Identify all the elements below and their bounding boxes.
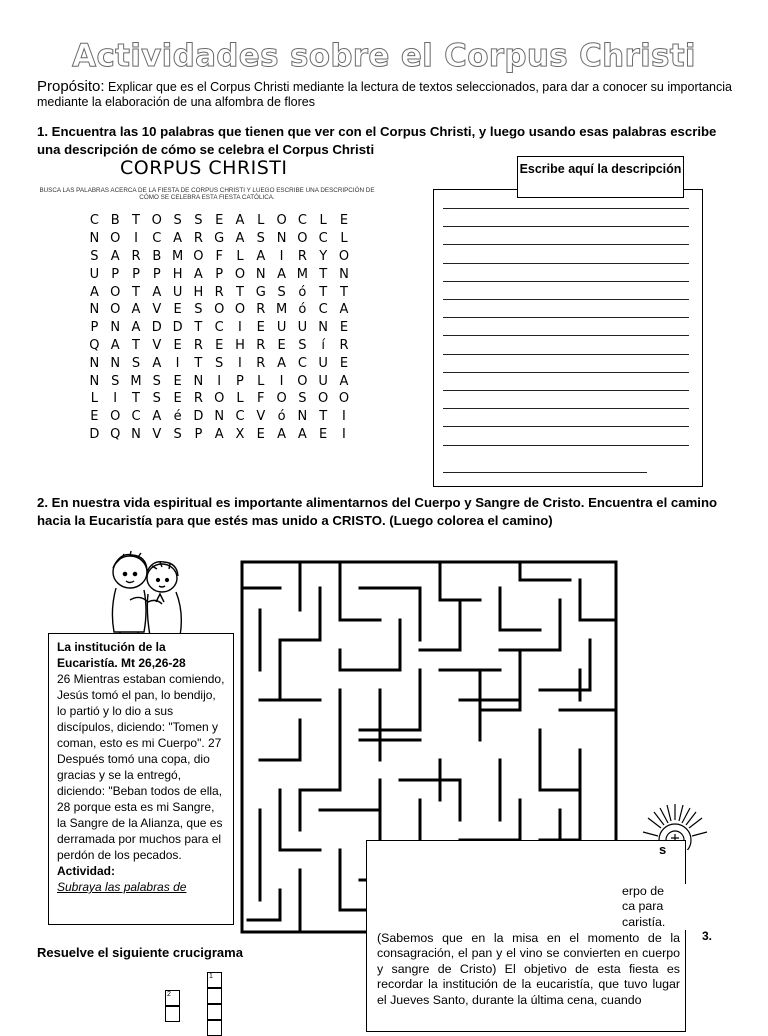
wordsearch-letter[interactable]: E bbox=[339, 213, 349, 229]
info-box-fragment bbox=[622, 884, 686, 930]
wordsearch-letter[interactable]: R bbox=[214, 284, 224, 300]
wordsearch-letter[interactable]: I bbox=[342, 409, 346, 425]
wordsearch-letter[interactable]: T bbox=[319, 409, 328, 425]
wordsearch-letter[interactable]: M bbox=[130, 373, 142, 389]
wordsearch-letter[interactable]: L bbox=[90, 391, 99, 407]
wordsearch-letter[interactable]: O bbox=[276, 391, 287, 407]
wordsearch-row bbox=[84, 372, 354, 390]
wordsearch-letter[interactable]: O bbox=[297, 373, 308, 389]
writing-line[interactable] bbox=[443, 263, 689, 264]
wordsearch-letter[interactable]: I bbox=[175, 355, 180, 371]
wordsearch-letter[interactable]: O bbox=[297, 231, 308, 247]
wordsearch-letter[interactable]: S bbox=[277, 284, 286, 300]
info-box-heading-fragment: s bbox=[659, 842, 667, 857]
wordsearch-letter[interactable]: U bbox=[318, 373, 328, 389]
wordsearch-letter[interactable]: O bbox=[234, 302, 246, 318]
wordsearch-letter[interactable]: D bbox=[172, 320, 183, 336]
wordsearch-letter[interactable]: O bbox=[110, 302, 121, 318]
wordsearch-letter[interactable]: N bbox=[89, 302, 100, 318]
writing-line[interactable] bbox=[443, 226, 689, 227]
wordsearch-letter[interactable]: P bbox=[132, 266, 140, 282]
wordsearch-letter[interactable]: D bbox=[89, 426, 100, 442]
info-box bbox=[366, 840, 686, 1032]
wordsearch-letter[interactable]: I bbox=[238, 355, 242, 371]
wordsearch-letter[interactable]: T bbox=[132, 337, 140, 353]
crossword-heading: Resuelve el siguiente crucigrama bbox=[37, 945, 243, 960]
wordsearch-letter[interactable]: A bbox=[277, 266, 287, 282]
wordsearch-letter[interactable]: V bbox=[152, 302, 162, 318]
wordsearch-letter[interactable]: V bbox=[256, 409, 266, 425]
wordsearch-letter[interactable]: T bbox=[194, 320, 203, 336]
wordsearch-letter[interactable]: N bbox=[110, 355, 121, 371]
wordsearch-letter[interactable]: E bbox=[90, 409, 99, 425]
wordsearch-letter[interactable]: A bbox=[152, 284, 162, 300]
wordsearch-letter[interactable]: S bbox=[298, 391, 307, 407]
wordsearch-row bbox=[84, 301, 354, 319]
wordsearch-letter[interactable]: O bbox=[151, 213, 162, 229]
wordsearch-row bbox=[84, 283, 354, 301]
wordsearch-letter[interactable]: B bbox=[110, 213, 120, 229]
crossword-cell[interactable] bbox=[207, 972, 222, 988]
wordsearch-letter[interactable]: R bbox=[256, 337, 266, 353]
activity-label: Actividad: bbox=[57, 864, 116, 878]
wordsearch-letter[interactable]: A bbox=[214, 426, 224, 442]
wordsearch-letter[interactable]: A bbox=[152, 409, 162, 425]
question-3: 3. bbox=[702, 929, 713, 943]
wordsearch-row bbox=[84, 426, 354, 444]
crossword-number: 1 bbox=[209, 973, 213, 980]
wordsearch-letter[interactable]: ó bbox=[298, 302, 307, 318]
writing-line[interactable] bbox=[443, 390, 689, 391]
wordsearch-letter[interactable]: A bbox=[152, 355, 162, 371]
wordsearch-letter[interactable]: I bbox=[134, 231, 138, 247]
crossword-cell[interactable] bbox=[165, 990, 180, 1006]
wordsearch-letter[interactable]: S bbox=[111, 373, 120, 389]
wordsearch-letter[interactable]: N bbox=[214, 409, 225, 425]
wordsearch-letter[interactable]: B bbox=[152, 248, 162, 264]
wordsearch-letter[interactable]: T bbox=[339, 284, 348, 300]
wordsearch-letter[interactable]: L bbox=[257, 213, 265, 229]
wordsearch-letter[interactable]: S bbox=[215, 355, 224, 371]
wordsearch-row bbox=[84, 212, 354, 230]
wordsearch-letter[interactable]: O bbox=[110, 284, 121, 300]
wordsearch-letter[interactable]: I bbox=[217, 373, 222, 389]
wordsearch-row bbox=[84, 265, 354, 283]
wordsearch-letter[interactable]: N bbox=[131, 426, 141, 442]
wordsearch-letter[interactable]: T bbox=[319, 266, 328, 282]
description-box bbox=[433, 189, 703, 487]
wordsearch-letter[interactable]: S bbox=[173, 213, 182, 229]
wordsearch-letter[interactable]: C bbox=[131, 409, 141, 425]
wordsearch-row bbox=[84, 337, 354, 355]
wordsearch-letter[interactable]: í bbox=[321, 337, 325, 353]
wordsearch-letter[interactable]: Y bbox=[319, 248, 328, 264]
wordsearch-letter[interactable]: Q bbox=[89, 337, 100, 353]
question-2: 2. En nuestra vida espiritual es importante alimentarnos del Cuerpo y Sangre de Cristo. Encuentra el camino hacia la Eucaristía para que estés mas unido a CRISTO. (Luego colorea el camino) bbox=[37, 495, 718, 528]
wordsearch-letter[interactable]: C bbox=[152, 231, 162, 247]
wordsearch-letter[interactable]: A bbox=[297, 426, 307, 442]
wordsearch-letter[interactable]: A bbox=[339, 302, 349, 318]
wordsearch-letter[interactable]: V bbox=[152, 426, 162, 442]
wordsearch-letter[interactable]: N bbox=[89, 355, 100, 371]
wordsearch-letter[interactable]: R bbox=[339, 337, 349, 353]
wordsearch-letter[interactable]: S bbox=[194, 213, 203, 229]
wordsearch-letter[interactable]: G bbox=[214, 231, 225, 247]
wordsearch-letter[interactable]: S bbox=[194, 302, 203, 318]
wordsearch-row bbox=[84, 248, 354, 266]
wordsearch-letter[interactable]: C bbox=[89, 213, 99, 229]
wordsearch-letter[interactable]: L bbox=[257, 373, 265, 389]
wordsearch-letter[interactable]: H bbox=[193, 284, 204, 300]
purpose bbox=[37, 79, 737, 110]
wordsearch-letter[interactable]: A bbox=[256, 248, 266, 264]
wordsearch-letter[interactable]: T bbox=[132, 284, 140, 300]
wordsearch-letter[interactable]: E bbox=[256, 426, 265, 442]
wordsearch-letter[interactable]: L bbox=[236, 248, 244, 264]
wordsearch-letter[interactable]: P bbox=[152, 266, 161, 282]
wordsearch-letter[interactable]: S bbox=[131, 355, 141, 371]
wordsearch-letter[interactable]: E bbox=[173, 302, 182, 318]
wordsearch-letter[interactable]: C bbox=[235, 409, 245, 425]
crossword-number: 2 bbox=[167, 991, 171, 998]
wordsearch-letter[interactable]: S bbox=[298, 337, 307, 353]
wordsearch-letter[interactable]: T bbox=[132, 213, 140, 229]
reading-body: 26 Mientras estaban comiendo, Jesús tomó el pan, lo bendijo, lo partió y lo dio a sus discípulos, diciendo: "Tomen y coman, esto es mi Cuerpo". 27 Después tomó una copa, dio gracias y se la entregó, diciendo: "Beban todos de ella, 28 porque esta es mi Sangre, la Sangre de la Alianza, que es derramada por muchos para el perdón de los pecados. bbox=[57, 672, 225, 862]
wordsearch-grid bbox=[84, 212, 354, 443]
wordsearch-letter[interactable]: R bbox=[297, 248, 307, 264]
wordsearch-letter[interactable]: A bbox=[110, 248, 120, 264]
wordsearch-letter[interactable]: O bbox=[214, 391, 225, 407]
wordsearch-letter[interactable]: U bbox=[318, 355, 328, 371]
wordsearch-letter[interactable]: E bbox=[173, 391, 182, 407]
wordsearch-letter[interactable]: ó bbox=[277, 409, 286, 425]
fragment-line: erpo de bbox=[622, 884, 665, 898]
wordsearch-letter[interactable]: N bbox=[89, 231, 100, 247]
wordsearch-letter[interactable]: H bbox=[235, 337, 245, 353]
wordsearch-letter[interactable]: O bbox=[338, 248, 350, 264]
wordsearch-letter[interactable]: C bbox=[318, 231, 328, 247]
writing-line[interactable] bbox=[443, 354, 689, 355]
wordsearch-letter[interactable]: P bbox=[90, 320, 99, 336]
writing-line[interactable] bbox=[443, 317, 689, 318]
wordsearch-letter[interactable]: E bbox=[339, 320, 349, 336]
wordsearch-letter[interactable]: E bbox=[339, 355, 349, 371]
wordsearch-letter[interactable]: V bbox=[152, 337, 162, 353]
wordsearch-letter[interactable]: A bbox=[277, 355, 287, 371]
wordsearch-letter[interactable]: ó bbox=[298, 284, 307, 300]
wordsearch-letter[interactable]: N bbox=[193, 373, 204, 389]
wordsearch-letter[interactable]: O bbox=[338, 391, 350, 407]
wordsearch-letter[interactable]: S bbox=[152, 391, 161, 407]
wordsearch-letter[interactable]: N bbox=[110, 320, 121, 336]
wordsearch-letter[interactable]: N bbox=[255, 266, 266, 282]
wordsearch-letter[interactable]: P bbox=[215, 266, 224, 282]
writing-line[interactable] bbox=[443, 281, 689, 282]
wordsearch-letter[interactable]: C bbox=[297, 355, 307, 371]
wordsearch-letter[interactable]: A bbox=[89, 284, 99, 300]
wordsearch-letter[interactable]: P bbox=[236, 373, 244, 389]
wordsearch-letter[interactable]: Q bbox=[110, 426, 121, 442]
reading-box bbox=[48, 633, 234, 925]
wordsearch-letter[interactable]: S bbox=[173, 426, 182, 442]
wordsearch-letter[interactable]: S bbox=[90, 248, 99, 264]
wordsearch-letter[interactable]: O bbox=[110, 409, 121, 425]
writing-line[interactable] bbox=[443, 372, 689, 373]
wordsearch-letter[interactable]: E bbox=[215, 337, 224, 353]
wordsearch-letter[interactable]: N bbox=[89, 373, 100, 389]
wordsearch-letter[interactable]: A bbox=[110, 337, 120, 353]
wordsearch-letter[interactable]: A bbox=[277, 426, 287, 442]
wordsearch-letter[interactable]: A bbox=[173, 231, 183, 247]
crossword-cell[interactable] bbox=[207, 1004, 222, 1020]
writing-line[interactable] bbox=[443, 244, 689, 245]
wordsearch-letter[interactable]: S bbox=[256, 231, 265, 247]
wordsearch-letter[interactable]: R bbox=[193, 231, 203, 247]
crossword-cell[interactable] bbox=[207, 1020, 222, 1036]
wordsearch-letter[interactable]: A bbox=[193, 266, 203, 282]
activity-text: Subraya las palabras de bbox=[57, 880, 187, 894]
wordsearch-letter[interactable]: H bbox=[172, 266, 183, 282]
wordsearch-letter[interactable]: I bbox=[342, 426, 346, 442]
wordsearch-letter[interactable]: U bbox=[172, 284, 183, 300]
wordsearch-letter[interactable]: L bbox=[340, 231, 348, 247]
wordsearch-letter[interactable]: R bbox=[256, 302, 266, 318]
wordsearch-letter[interactable]: D bbox=[193, 409, 204, 425]
wordsearch-letter[interactable]: C bbox=[214, 320, 224, 336]
wordsearch-letter[interactable]: C bbox=[297, 213, 307, 229]
page-title: Actividades sobre el Corpus Christi bbox=[72, 38, 696, 74]
wordsearch-row bbox=[84, 354, 354, 372]
wordsearch-letter[interactable]: N bbox=[318, 320, 329, 336]
wordsearch-letter[interactable]: I bbox=[113, 391, 118, 407]
wordsearch-letter[interactable]: F bbox=[215, 248, 223, 264]
question-1: 1. Encuentra las 10 palabras que tienen que ver con el Corpus Christi, y luego usando esas palabras escribe una descripción de cómo se celebra el Corpus Christi bbox=[37, 124, 717, 157]
wordsearch-letter[interactable]: O bbox=[318, 391, 329, 407]
wordsearch-letter[interactable]: O bbox=[234, 266, 246, 282]
wordsearch-row bbox=[84, 230, 354, 248]
wordsearch-letter[interactable]: E bbox=[277, 337, 286, 353]
purpose-text: Explicar que es el Corpus Christi mediante la lectura de textos seleccionados, para dar a conocer su importancia mediante la elaboración de una alfombra de flores bbox=[37, 80, 732, 109]
wordsearch-letter[interactable]: C bbox=[318, 302, 328, 318]
wordsearch-letter[interactable]: E bbox=[256, 320, 265, 336]
wordsearch-letter[interactable]: U bbox=[89, 266, 100, 282]
wordsearch-letter[interactable]: E bbox=[319, 426, 328, 442]
description-box-header: Escribe aquí la descripción bbox=[517, 156, 684, 198]
wordsearch-letter[interactable]: T bbox=[132, 391, 140, 407]
wordsearch-letter[interactable]: N bbox=[297, 409, 308, 425]
wordsearch-letter[interactable]: P bbox=[194, 426, 203, 442]
wordsearch-letter[interactable]: A bbox=[235, 231, 245, 247]
wordsearch-letter[interactable]: E bbox=[173, 373, 182, 389]
wordsearch-letter[interactable]: I bbox=[279, 373, 284, 389]
wordsearch-letter[interactable]: T bbox=[194, 355, 203, 371]
wordsearch-letter[interactable]: A bbox=[235, 213, 245, 229]
wordsearch-letter[interactable]: I bbox=[238, 320, 242, 336]
wordsearch-letter[interactable]: L bbox=[236, 391, 244, 407]
wordsearch-letter[interactable]: X bbox=[235, 426, 245, 442]
wordsearch-letter[interactable]: O bbox=[110, 231, 121, 247]
info-text: (Sabemos que en la misa en el momento de la consagración, el pan y el vino se convierten en cuerpo y sangre de Cristo) El objetivo de esta fiesta es recordar la institución de la eucaristía, que tuvo lugar el Jueves Santo, durante la última cena, cuando bbox=[377, 931, 680, 1007]
wordsearch-letter[interactable]: N bbox=[276, 231, 287, 247]
writing-line[interactable] bbox=[443, 335, 689, 336]
wordsearch-letter[interactable]: E bbox=[173, 337, 182, 353]
crossword-cell[interactable] bbox=[207, 988, 222, 1004]
wordsearch-letter[interactable]: R bbox=[256, 355, 266, 371]
reading-title: La institución de la Eucaristía. Mt 26,26-28 bbox=[57, 640, 186, 670]
writing-line[interactable] bbox=[443, 445, 689, 446]
wordsearch-letter[interactable]: D bbox=[151, 320, 162, 336]
children-praying-illustration bbox=[100, 550, 200, 642]
wordsearch-row bbox=[84, 319, 354, 337]
wordsearch-letter[interactable]: O bbox=[276, 213, 287, 229]
wordsearch-letter[interactable]: S bbox=[152, 373, 161, 389]
purpose-label: Propósito: bbox=[37, 78, 105, 95]
fragment-line: ca para bbox=[622, 899, 664, 914]
wordsearch-letter[interactable]: R bbox=[131, 248, 141, 264]
writing-line[interactable] bbox=[443, 299, 689, 300]
wordsearch-letter[interactable]: A bbox=[131, 320, 141, 336]
wordsearch-letter[interactable]: O bbox=[193, 248, 204, 264]
wordsearch-letter[interactable]: M bbox=[275, 302, 288, 318]
wordsearch-letter[interactable]: G bbox=[255, 284, 266, 300]
wordsearch-letter[interactable]: R bbox=[193, 391, 203, 407]
wordsearch-letter[interactable]: L bbox=[319, 213, 327, 229]
wordsearch-letter[interactable]: F bbox=[257, 391, 265, 407]
wordsearch-letter[interactable]: M bbox=[171, 248, 184, 264]
wordsearch-letter[interactable]: U bbox=[297, 320, 308, 336]
wordsearch-letter[interactable]: E bbox=[215, 213, 224, 229]
writing-line[interactable] bbox=[443, 472, 647, 473]
wordsearch-letter[interactable]: O bbox=[214, 302, 225, 318]
crossword-cell[interactable] bbox=[165, 1006, 180, 1022]
writing-line[interactable] bbox=[443, 208, 689, 209]
wordsearch-letter[interactable]: A bbox=[131, 302, 141, 318]
wordsearch-row bbox=[84, 408, 354, 426]
wordsearch-letter[interactable]: A bbox=[339, 373, 349, 389]
fragment-line: caristía. bbox=[622, 914, 666, 929]
wordsearch-letter[interactable]: é bbox=[173, 409, 182, 425]
wordsearch-letter[interactable]: U bbox=[276, 320, 287, 336]
wordsearch-letter[interactable]: I bbox=[279, 248, 284, 264]
wordsearch-letter[interactable]: R bbox=[193, 337, 203, 353]
wordsearch-row bbox=[84, 390, 354, 408]
wordsearch-letter[interactable]: M bbox=[296, 266, 308, 282]
wordsearch-letter[interactable]: T bbox=[236, 284, 244, 300]
wordsearch-letter[interactable]: T bbox=[319, 284, 328, 300]
wordsearch-letter[interactable]: P bbox=[111, 266, 120, 282]
wordsearch-title: CORPUS CHRISTI bbox=[120, 157, 288, 179]
wordsearch-subtitle: BUSCA LAS PALABRAS ACERCA DE LA FIESTA DE CORPUS CHRISTI Y LUEGO ESCRIBE UNA DESCRIPCIÓN DE CÓMO SE CELEBRA ESTA FIESTA CATÓLICA. bbox=[39, 187, 375, 201]
writing-line[interactable] bbox=[443, 408, 689, 409]
wordsearch-letter[interactable]: N bbox=[339, 266, 349, 282]
writing-line[interactable] bbox=[443, 426, 689, 427]
